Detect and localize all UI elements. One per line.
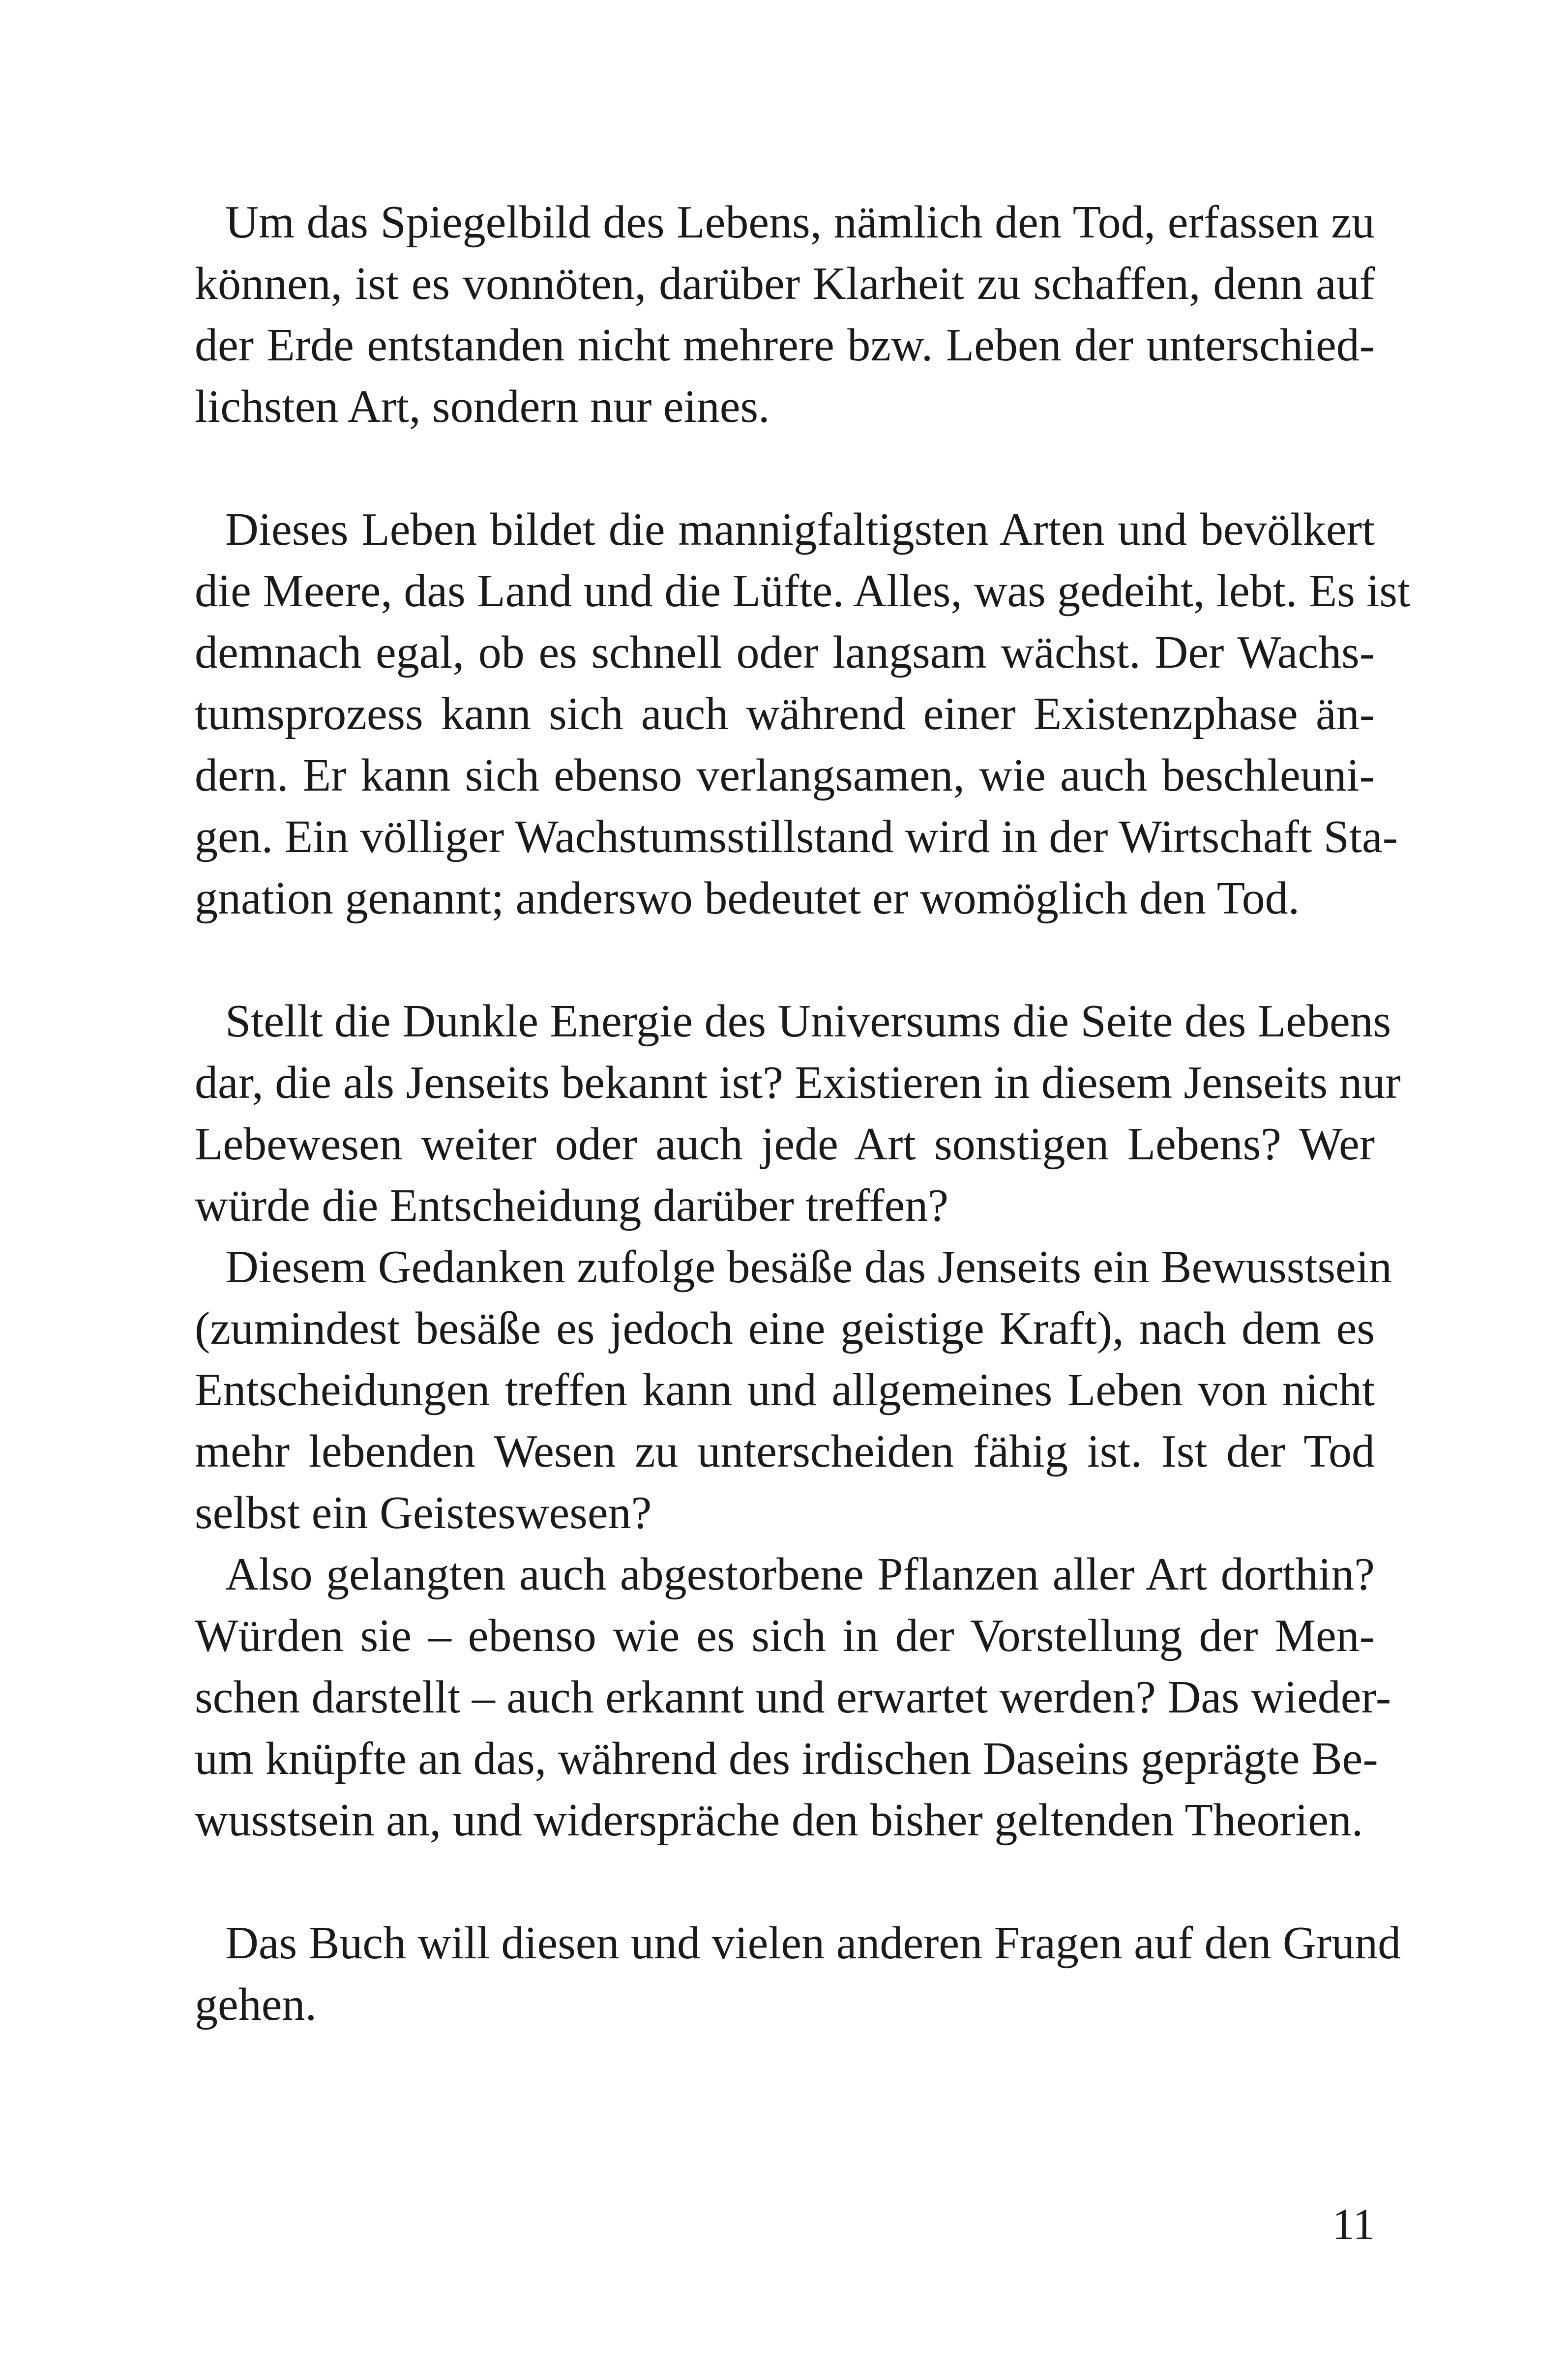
text-line: (zumindest besäße es jedoch eine geistige Kraft), nach dem es xyxy=(195,1303,1375,1354)
paragraph-spacer xyxy=(195,1851,1375,1913)
paragraph-6 xyxy=(195,1913,1401,2036)
text-line: dar, die als Jenseits bekannt ist? Existieren in diesem Jenseits nur xyxy=(195,1057,1401,1108)
text-line: Diesem Gedanken zufolge besäße das Jenseits ein Bewusstsein xyxy=(225,1241,1392,1293)
text-line: mehr lebenden Wesen zu unterscheiden fähig ist. Ist der Tod xyxy=(195,1426,1375,1477)
text-line: lichsten Art, sondern nur eines. xyxy=(195,381,770,432)
text-line: Stellt die Dunkle Energie des Universums die Seite des Lebens xyxy=(225,996,1391,1047)
body-text xyxy=(195,192,1411,2036)
text-line: der Erde entstanden nicht mehrere bzw. Leben der unterschied- xyxy=(195,320,1375,371)
text-line: gen. Ein völliger Wachstumsstillstand wird in der Wirtschaft Sta- xyxy=(195,811,1398,862)
text-line: Also gelangten auch abgestorbene Pflanzen aller Art dorthin? xyxy=(225,1549,1375,1600)
text-line: Lebewesen weiter oder auch jede Art sonstigen Lebens? Wer xyxy=(195,1119,1375,1170)
text-line: Um das Spiegelbild des Lebens, nämlich den Tod, erfassen zu xyxy=(225,197,1375,248)
text-line: Das Buch will diesen und vielen anderen Fragen auf den Grund xyxy=(225,1918,1401,1969)
paragraph-5 xyxy=(195,1544,1391,1851)
text-line: können, ist es vonnöten, darüber Klarheit zu schaffen, denn auf xyxy=(195,258,1375,309)
text-line: die Meere, das Land und die Lüfte. Alles, was gedeiht, lebt. Es ist xyxy=(195,565,1411,617)
text-line: selbst ein Geisteswesen? xyxy=(195,1487,652,1538)
text-line: gnation genannt; anderswo bedeutet er womöglich den Tod. xyxy=(195,873,1300,924)
text-line: Dieses Leben bildet die mannigfaltigsten Arten und bevölkert xyxy=(225,504,1375,555)
text-line: Entscheidungen treffen kann und allgemeines Leben von nicht xyxy=(195,1364,1375,1416)
paragraph-3 xyxy=(195,991,1401,1237)
text-line: Würden sie – ebenso wie es sich in der Vorstellung der Men- xyxy=(195,1610,1375,1661)
paragraph-spacer xyxy=(195,929,1375,991)
paragraph-spacer xyxy=(195,438,1375,499)
page-number: 11 xyxy=(1332,2200,1375,2249)
text-line: würde die Entscheidung darüber treffen? xyxy=(195,1180,948,1231)
paragraph-4 xyxy=(195,1237,1392,1544)
text-line: wusstsein an, und widerspräche den bisher geltenden Theorien. xyxy=(195,1795,1363,1846)
text-line: schen darstellt – auch erkannt und erwartet werden? Das wieder- xyxy=(195,1672,1391,1723)
paragraph-2 xyxy=(195,499,1411,929)
text-line: gehen. xyxy=(195,1979,317,2030)
text-line: tumsprozess kann sich auch während einer Existenzphase än- xyxy=(195,688,1375,739)
text-line: demnach egal, ob es schnell oder langsam wächst. Der Wachs- xyxy=(195,627,1375,678)
text-line: dern. Er kann sich ebenso verlangsamen, wie auch beschleuni- xyxy=(195,750,1375,801)
text-line: um knüpfte an das, während des irdischen Daseins geprägte Be- xyxy=(195,1733,1378,1784)
paragraph-1 xyxy=(195,192,1375,438)
